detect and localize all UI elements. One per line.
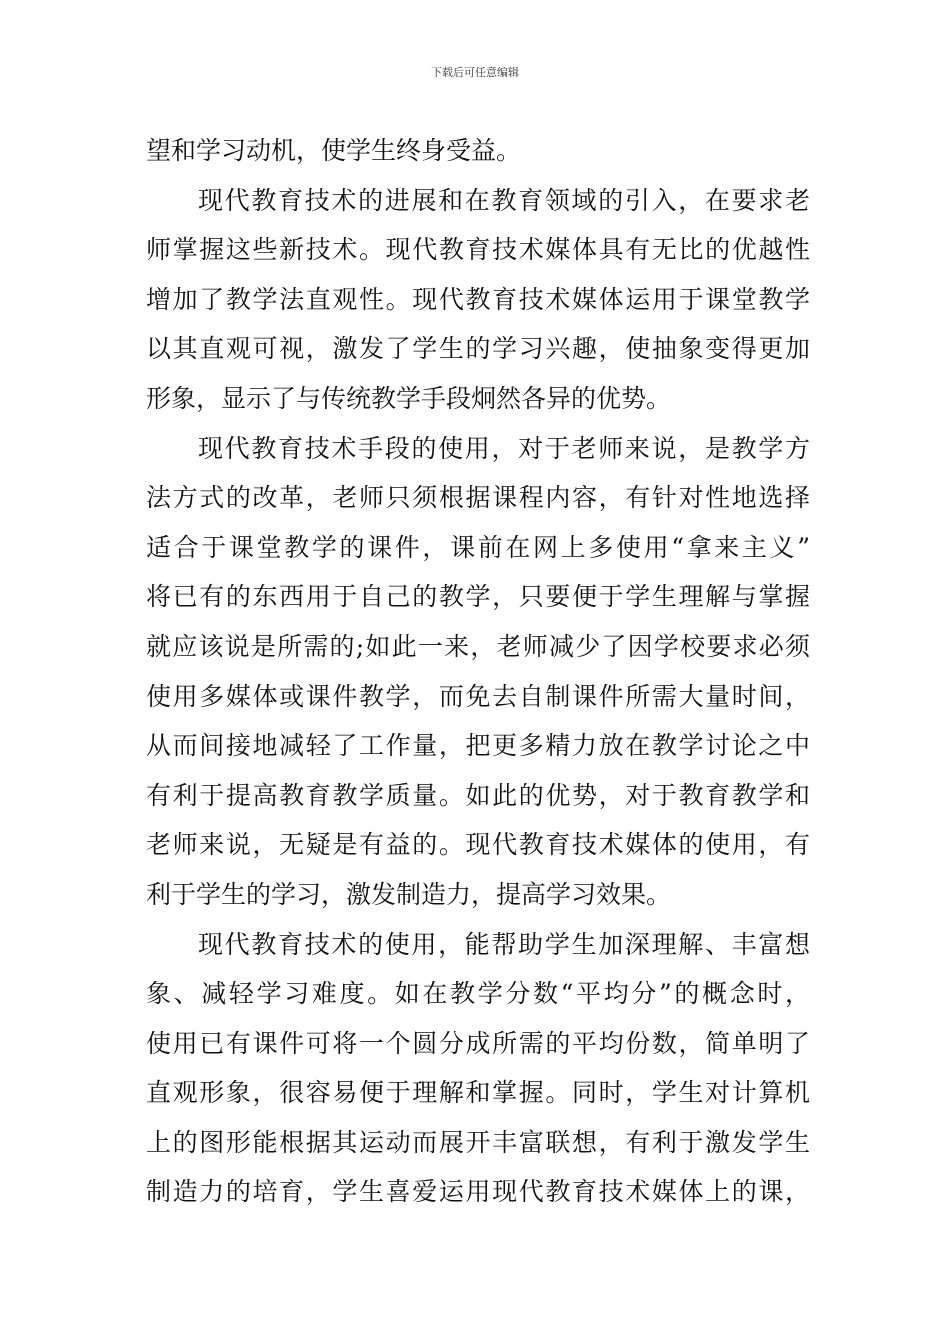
text-line: 以其直观可视，激发了学生的学习兴趣，使抽象变得更加: [146, 334, 810, 364]
text-line: 师掌握这些新技术。现代教育技术媒体具有无比的优越性: [146, 235, 810, 265]
text-line: 望和学习动机，使学生终身受益。: [146, 136, 522, 165]
text-line: 直观形象，很容易便于理解和掌握。同时，学生对计算机: [146, 1078, 810, 1108]
page-header: 下载后可任意编辑: [431, 66, 519, 79]
text-line: 适合于课堂教学的课件，课前在网上多使用“拿来主义”: [146, 532, 810, 562]
text-line: 有利于提高教育教学质量。如此的优势，对于教育教学和: [146, 780, 810, 810]
text-line: 就应该说是所需的;如此一来，老师减少了因学校要求必须: [146, 631, 810, 661]
text-line: 法方式的改革，老师只须根据课程内容，有针对性地选择: [146, 483, 810, 513]
text-line: 制造力的培育，学生喜爱运用现代教育技术媒体上的课，: [146, 1177, 810, 1207]
text-line: 从而间接地减轻了工作量，把更多精力放在教学讨论之中: [146, 731, 810, 761]
text-line: 现代教育技术的进展和在教育领域的引入，在要求老: [198, 185, 810, 215]
text-line: 使用已有课件可将一个圆分成所需的平均份数，简单明了: [146, 1028, 810, 1058]
text-line: 利于学生的学习，激发制造力，提高学习效果。: [146, 879, 672, 909]
text-line: 象、减轻学习难度。如在教学分数“平均分”的概念时，: [146, 979, 810, 1009]
text-line: 上的图形能根据其运动而展开丰富联想，有利于激发学生: [146, 1127, 810, 1157]
text-line: 增加了教学法直观性。现代教育技术媒体运用于课堂教学: [146, 284, 810, 314]
text-line: 使用多媒体或课件教学，而免去自制课件所需大量时间，: [146, 681, 810, 711]
text-line: 形象，显示了与传统教学手段炯然各异的优势。: [146, 383, 672, 413]
text-line: 现代教育技术手段的使用，对于老师来说，是教学方: [198, 433, 810, 463]
text-line: 现代教育技术的使用，能帮助学生加深理解、丰富想: [198, 929, 810, 959]
text-line: 老师来说，无疑是有益的。现代教育技术媒体的使用，有: [146, 830, 810, 860]
text-line: 将已有的东西用于自己的教学，只要便于学生理解与掌握: [146, 582, 810, 612]
body-text: [146, 126, 810, 1217]
